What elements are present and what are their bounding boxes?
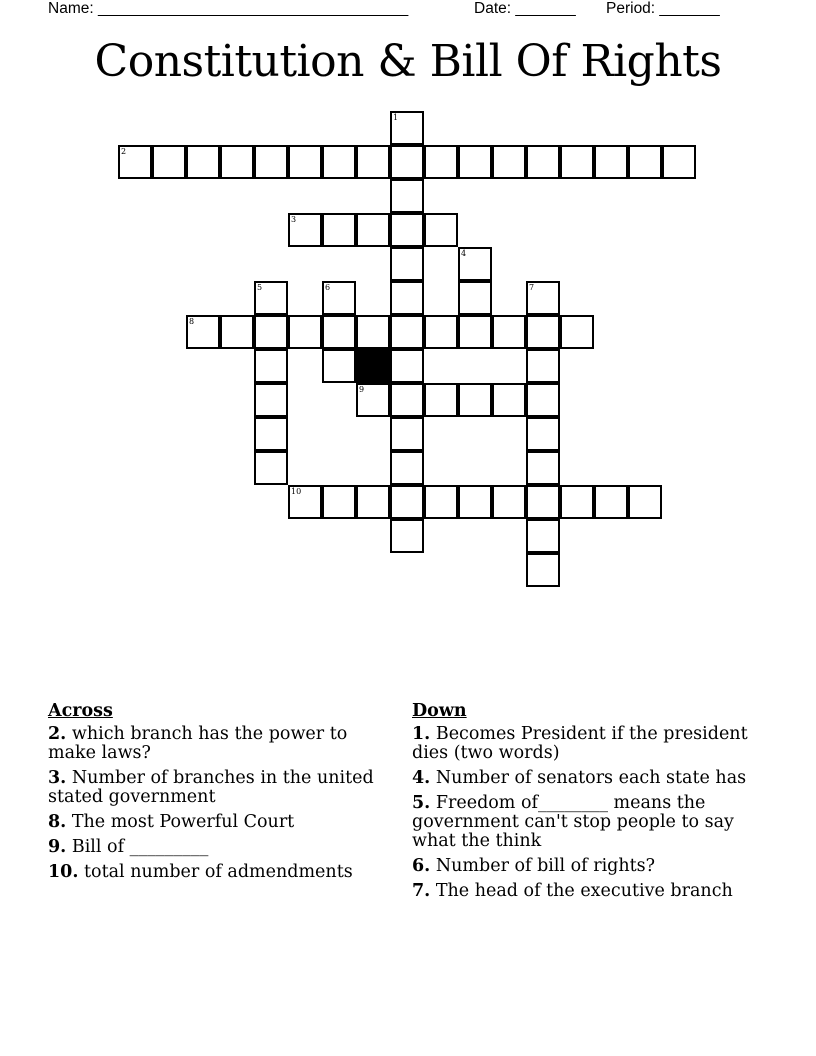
grid-cell[interactable] xyxy=(526,451,560,485)
grid-cell[interactable] xyxy=(628,145,662,179)
down-clue xyxy=(412,725,762,763)
grid-cell[interactable] xyxy=(356,383,390,417)
grid-cell[interactable] xyxy=(254,451,288,485)
grid-cell[interactable] xyxy=(322,213,356,247)
cell-number: 7 xyxy=(529,283,535,292)
date-label: Date: xyxy=(474,0,516,17)
grid-cell[interactable] xyxy=(390,417,424,451)
grid-cell[interactable] xyxy=(390,213,424,247)
grid-cell[interactable] xyxy=(594,485,628,519)
grid-cell[interactable] xyxy=(186,145,220,179)
cell-number: 6 xyxy=(325,283,331,292)
grid-cell[interactable] xyxy=(390,485,424,519)
grid-cell[interactable] xyxy=(220,145,254,179)
grid-cell[interactable] xyxy=(458,383,492,417)
grid-cell[interactable] xyxy=(288,315,322,349)
clue-number: 5. xyxy=(412,793,431,813)
grid-cell[interactable] xyxy=(254,145,288,179)
grid-cell[interactable] xyxy=(322,281,356,315)
grid-cell[interactable] xyxy=(458,281,492,315)
across-clues xyxy=(48,702,388,888)
grid-cell[interactable] xyxy=(560,145,594,179)
clue-number: 1. xyxy=(412,724,431,744)
cell-number: 3 xyxy=(291,215,297,224)
clue-text: Number of bill of rights? xyxy=(430,856,656,876)
grid-cell[interactable] xyxy=(594,145,628,179)
grid-cell[interactable] xyxy=(458,247,492,281)
clue-number: 2. xyxy=(48,724,67,744)
grid-cell[interactable] xyxy=(424,315,458,349)
grid-cell[interactable] xyxy=(458,315,492,349)
grid-cell[interactable] xyxy=(526,281,560,315)
down-clue xyxy=(412,794,762,851)
period-label: Period: xyxy=(606,0,660,17)
grid-cell[interactable] xyxy=(254,383,288,417)
clue-number: 9. xyxy=(48,837,67,857)
across-heading: Across xyxy=(48,701,113,721)
grid-cell[interactable] xyxy=(526,349,560,383)
grid-cell[interactable] xyxy=(322,485,356,519)
grid-cell[interactable] xyxy=(390,383,424,417)
down-heading: Down xyxy=(412,701,467,721)
grid-cell[interactable] xyxy=(458,485,492,519)
date-blank: _______ xyxy=(515,0,576,17)
grid-cell[interactable] xyxy=(322,349,356,383)
grid-cell[interactable] xyxy=(526,145,560,179)
grid-cell[interactable] xyxy=(628,485,662,519)
grid-cell[interactable] xyxy=(560,315,594,349)
grid-cell[interactable] xyxy=(356,145,390,179)
cell-number: 4 xyxy=(461,249,467,258)
grid-cell[interactable] xyxy=(526,553,560,587)
grid-cell[interactable] xyxy=(390,145,424,179)
down-clue xyxy=(412,769,762,788)
grid-cell[interactable] xyxy=(526,485,560,519)
grid-cell[interactable] xyxy=(390,179,424,213)
grid-cell[interactable] xyxy=(356,213,390,247)
grid-cell[interactable] xyxy=(390,315,424,349)
grid-cell[interactable] xyxy=(254,281,288,315)
grid-cell[interactable] xyxy=(322,145,356,179)
grid-cell[interactable] xyxy=(254,315,288,349)
clue-text: total number of admendments xyxy=(78,862,353,882)
grid-cell[interactable] xyxy=(458,145,492,179)
grid-cell[interactable] xyxy=(288,485,322,519)
grid-cell[interactable] xyxy=(118,145,152,179)
grid-cell[interactable] xyxy=(390,281,424,315)
grid-cell[interactable] xyxy=(186,315,220,349)
grid-cell[interactable] xyxy=(424,383,458,417)
clue-text: Becomes President if the president dies (two words) xyxy=(412,724,748,763)
name-label: Name: xyxy=(48,0,98,17)
cell-number: 5 xyxy=(257,283,263,292)
clue-number: 3. xyxy=(48,768,67,788)
cell-number: 10 xyxy=(291,487,302,496)
across-clue xyxy=(48,769,388,807)
grid-cell[interactable] xyxy=(560,485,594,519)
down-clue xyxy=(412,882,762,901)
down-clues xyxy=(412,702,762,907)
clue-number: 4. xyxy=(412,768,431,788)
grid-cell[interactable] xyxy=(662,145,696,179)
grid-cell[interactable] xyxy=(288,145,322,179)
grid-cell[interactable] xyxy=(390,111,424,145)
clue-text: The head of the executive branch xyxy=(430,881,733,901)
clue-number: 7. xyxy=(412,881,431,901)
grid-cell[interactable] xyxy=(526,383,560,417)
clue-text: which branch has the power to make laws? xyxy=(48,724,348,763)
grid-cell[interactable] xyxy=(526,519,560,553)
grid-cell[interactable] xyxy=(356,485,390,519)
grid-cell[interactable] xyxy=(492,485,526,519)
cell-number: 2 xyxy=(121,147,127,156)
cell-number: 8 xyxy=(189,317,195,326)
clue-text: Freedom of________ means the government can't stop people to say what the think xyxy=(412,793,734,851)
grid-cell[interactable] xyxy=(390,519,424,553)
grid-cell[interactable] xyxy=(390,247,424,281)
grid-cell[interactable] xyxy=(492,315,526,349)
grid-cell[interactable] xyxy=(424,213,458,247)
period-blank: _______ xyxy=(659,0,720,17)
clue-text: Bill of _________ xyxy=(66,837,209,857)
across-clue xyxy=(48,725,388,763)
cell-number: 9 xyxy=(359,385,365,394)
grid-cell[interactable] xyxy=(492,383,526,417)
grid-cell[interactable] xyxy=(424,485,458,519)
grid-cell[interactable] xyxy=(254,417,288,451)
grid-cell[interactable] xyxy=(526,417,560,451)
clue-text: Number of senators each state has xyxy=(430,768,747,788)
across-clue xyxy=(48,863,388,882)
grid-cell[interactable] xyxy=(322,315,356,349)
name-blank: ____________________________________ xyxy=(97,0,409,17)
black-cell xyxy=(356,349,390,383)
grid-cell[interactable] xyxy=(390,451,424,485)
grid-cell[interactable] xyxy=(288,213,322,247)
grid-cell[interactable] xyxy=(152,145,186,179)
grid-cell[interactable] xyxy=(424,145,458,179)
clue-text: The most Powerful Court xyxy=(66,812,295,832)
cell-number: 1 xyxy=(393,113,399,122)
grid-cell[interactable] xyxy=(526,315,560,349)
across-clue xyxy=(48,813,388,832)
grid-cell[interactable] xyxy=(254,349,288,383)
clue-number: 8. xyxy=(48,812,67,832)
grid-cell[interactable] xyxy=(356,315,390,349)
clue-number: 10. xyxy=(48,862,79,882)
across-clue xyxy=(48,838,388,857)
page-title: Constitution & Bill Of Rights xyxy=(94,36,722,87)
down-clue xyxy=(412,857,762,876)
grid-cell[interactable] xyxy=(220,315,254,349)
grid-cell[interactable] xyxy=(492,145,526,179)
clue-text: Number of branches in the united stated government xyxy=(48,768,374,807)
clue-number: 6. xyxy=(412,856,431,876)
grid-cell[interactable] xyxy=(390,349,424,383)
